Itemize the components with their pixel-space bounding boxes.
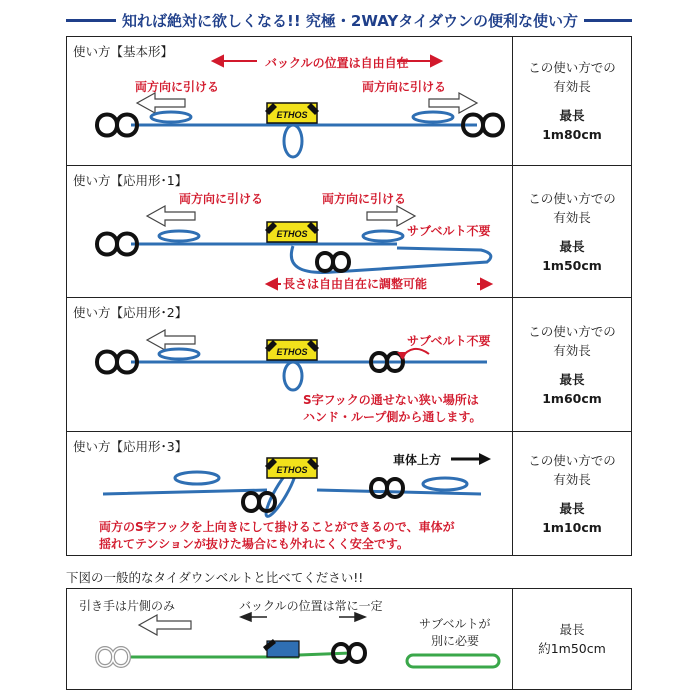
pull-right-label: 両方向に引ける	[322, 192, 407, 206]
usage-row-applied-1	[66, 166, 632, 298]
sub-belt-icon	[407, 655, 499, 667]
pull-right-label: 両方向に引ける	[362, 80, 447, 94]
svg-text:ETHOS: ETHOS	[276, 465, 308, 475]
buckle-free-label: バックルの位置は自由自在	[265, 56, 409, 70]
effective-length: 最長 約1m50cm	[538, 622, 606, 656]
usage-row-basic	[66, 36, 632, 166]
pull-left-label: 両方向に引ける	[179, 192, 264, 206]
header	[0, 0, 700, 38]
row-title: 使い方【応用形･2】	[73, 305, 188, 320]
applied-2-diagram	[67, 298, 513, 432]
svg-text:ETHOS: ETHOS	[276, 229, 308, 239]
no-sub-belt-label: サブベルト不要	[407, 334, 491, 348]
adjust-label: 長さは自由自在に調整可能	[283, 277, 428, 291]
no-sub-belt-label: サブベルト不要	[407, 224, 491, 238]
note-line-2: 揺れてテンションが抜けた場合にも外れにくく安全です。	[99, 537, 409, 551]
s-hook-icon	[371, 479, 403, 497]
hollow-arrow-left	[137, 93, 185, 113]
usage-row-applied-3	[66, 432, 632, 556]
pull-left-label: 両方向に引ける	[135, 80, 220, 94]
basic-diagram	[67, 37, 513, 167]
sub-need-line-2: 別に必要	[431, 634, 480, 648]
compare-row	[66, 588, 632, 690]
effective-length: この使い方での 有効長 最長 1m80cm	[528, 60, 616, 142]
note-line-1: 両方のS字フックを上向きにして掛けることができるので、車体が	[99, 520, 455, 534]
note-line-2: ハンド・ループ側から通します。	[303, 410, 482, 424]
compare-note: 下図の一般的なタイダウンベルトと比べてください!!	[66, 570, 364, 585]
hollow-arrow-right	[429, 93, 477, 113]
header-title: 知れば絶対に欲しくなる!! 究極・2WAYタイダウンの便利な使い方	[116, 12, 584, 30]
applied-1-diagram	[67, 166, 513, 298]
s-hook-icon	[317, 253, 349, 271]
svg-text:ETHOS: ETHOS	[276, 347, 308, 357]
car-up-label: 車体上方	[393, 453, 442, 467]
usage-row-applied-2	[66, 298, 632, 432]
sub-need-line-1: サブベルトが	[419, 617, 491, 631]
effective-length: この使い方での 有効長 最長 1m60cm	[528, 323, 616, 406]
effective-length: この使い方での 有効長 最長 1m50cm	[528, 190, 616, 273]
effective-length: この使い方での 有効長 最長 1m10cm	[528, 452, 616, 535]
ethos-logo: ETHOS	[276, 110, 308, 120]
note-line-1: S字フックの通せない狭い場所は	[303, 393, 479, 407]
row-title: 使い方【基本形】	[73, 44, 174, 59]
applied-3-diagram	[67, 432, 513, 556]
compare-diagram	[67, 589, 513, 691]
pull-one-label: 引き手は片側のみ	[79, 599, 176, 613]
buckle-fixed-label: バックルの位置は常に一定	[239, 599, 383, 613]
row-title: 使い方【応用形･1】	[73, 173, 188, 188]
row-title: 使い方【応用形･3】	[73, 439, 188, 454]
